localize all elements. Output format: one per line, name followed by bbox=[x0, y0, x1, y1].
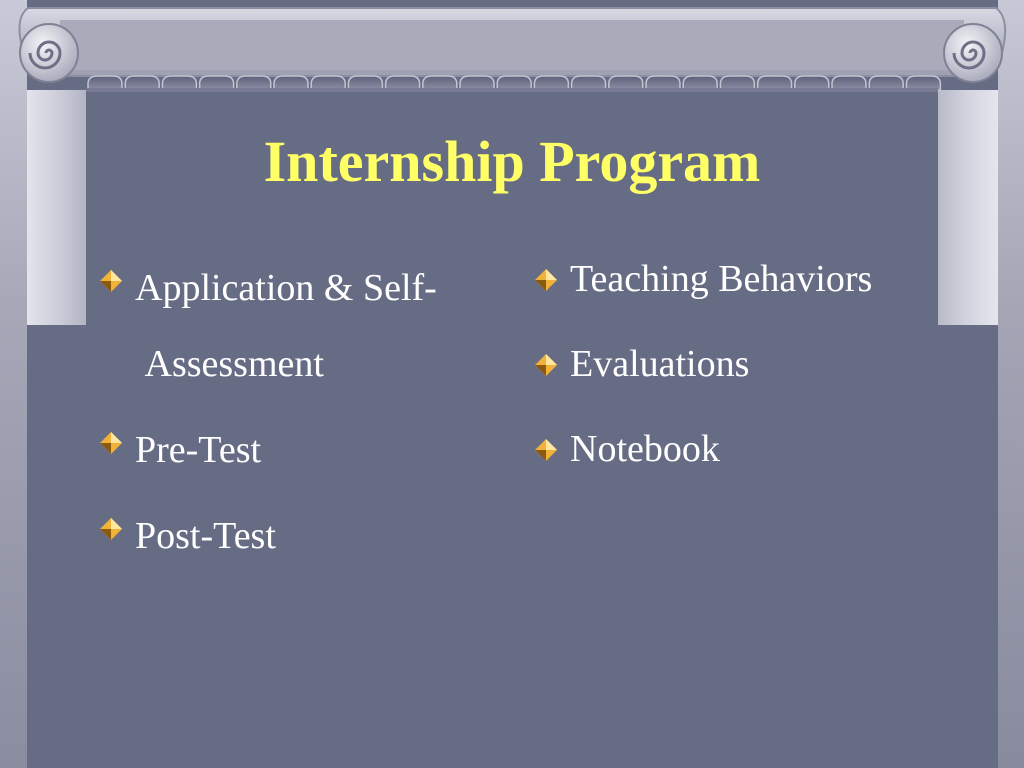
dentil bbox=[423, 76, 457, 90]
dentil bbox=[906, 76, 940, 90]
diamond-bullet-icon bbox=[99, 431, 123, 455]
dentil bbox=[88, 76, 122, 90]
list-item-label: Notebook bbox=[570, 428, 720, 470]
list-item bbox=[532, 335, 952, 393]
slide-title: Internship Program bbox=[263, 129, 761, 194]
list-item-label: Post-Test bbox=[135, 515, 276, 557]
dentil bbox=[200, 76, 234, 90]
column-capital bbox=[0, 0, 1024, 95]
column-side-right bbox=[998, 0, 1024, 768]
list-item-label: Evaluations bbox=[570, 343, 750, 385]
diamond-bullet-icon bbox=[99, 269, 123, 293]
dentil bbox=[386, 76, 420, 90]
diamond-bullet-icon bbox=[534, 268, 558, 292]
list-item bbox=[97, 498, 517, 574]
dentil bbox=[720, 76, 754, 90]
dentil bbox=[869, 76, 903, 90]
inner-pillar-left bbox=[27, 90, 86, 325]
list-item-label: Application & Self- Assessment bbox=[135, 267, 437, 385]
dentil bbox=[795, 76, 829, 90]
dentil bbox=[683, 76, 717, 90]
diamond-bullet-icon bbox=[99, 517, 123, 541]
list-item bbox=[97, 412, 517, 488]
column-scroll-left-icon bbox=[18, 22, 80, 84]
dentil bbox=[534, 76, 568, 90]
list-item bbox=[97, 250, 545, 402]
bullet-list-left bbox=[97, 250, 517, 574]
dentil bbox=[162, 76, 196, 90]
bullet-list-right bbox=[532, 250, 952, 478]
column-scroll-right-icon bbox=[942, 22, 1004, 84]
dentil bbox=[274, 76, 308, 90]
dentil bbox=[460, 76, 494, 90]
list-item-label: Pre-Test bbox=[135, 429, 262, 471]
dentil bbox=[646, 76, 680, 90]
dentil bbox=[125, 76, 159, 90]
diamond-bullet-icon bbox=[534, 353, 558, 377]
list-item bbox=[532, 420, 952, 478]
dentil bbox=[832, 76, 866, 90]
dentil bbox=[348, 76, 382, 90]
dentil bbox=[609, 76, 643, 90]
dentil bbox=[572, 76, 606, 90]
diamond-bullet-icon bbox=[534, 438, 558, 462]
dentil bbox=[758, 76, 792, 90]
list-item-label: Teaching Behaviors bbox=[570, 258, 873, 300]
list-item bbox=[532, 250, 952, 308]
column-side-left bbox=[0, 0, 27, 768]
dentil bbox=[311, 76, 345, 90]
dentil bbox=[497, 76, 531, 90]
dentil bbox=[237, 76, 271, 90]
